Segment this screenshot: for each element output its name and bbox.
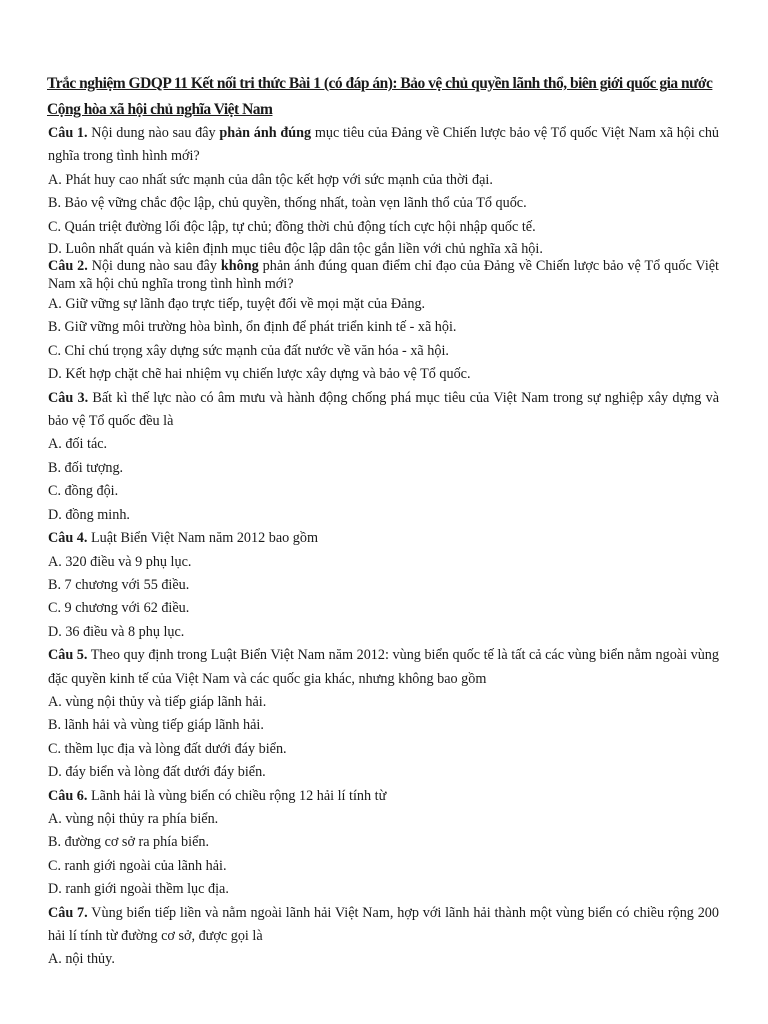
question-text xyxy=(48,122,719,169)
answer-option-b: B. Bảo vệ vững chắc độc lập, chủ quyền, thống nhất, toàn vẹn lãnh thổ của Tổ quốc. xyxy=(48,195,527,212)
question-text xyxy=(48,644,719,691)
question-text xyxy=(48,902,719,949)
question-3 xyxy=(48,387,719,527)
question-label: Câu 4. xyxy=(48,530,88,547)
answer-option-d: D. đồng minh. xyxy=(48,506,130,523)
answer-option-c: C. ranh giới ngoài của lãnh hải. xyxy=(48,857,227,874)
question-label: Câu 1. xyxy=(48,125,88,141)
question-text-part: Bất kì thế lực nào có âm mưu và hành động chống phá mục tiêu của Việt Nam trong sự nghiệp xây dựng và bảo vệ Tổ quốc đều là xyxy=(48,389,719,430)
question-label: Câu 7. xyxy=(48,904,88,921)
answer-option-a: A. Giữ vững sự lãnh đạo trực tiếp, tuyệt đối về mọi mặt của Đảng. xyxy=(48,296,426,313)
answer-option-b: B. 7 chương với 55 điều. xyxy=(48,576,190,593)
question-text-part: Theo quy định trong Luật Biển Việt Nam năm 2012: vùng biển quốc tế là tất cả các vùng biển nằm ngoài vùng đặc quyền kinh tế của Việt Nam và các quốc gia khác, nhưng không bao gồm xyxy=(48,647,719,687)
answer-option-c: C. thềm lục địa và lòng đất dưới đáy biển. xyxy=(48,740,287,757)
question-6 xyxy=(48,785,719,902)
answer-option-a: A. vùng nội thủy và tiếp giáp lãnh hải. xyxy=(48,693,267,710)
answer-option-a: A. vùng nội thủy ra phía biển. xyxy=(48,810,219,827)
question-label: Câu 3. xyxy=(48,389,89,406)
question-text xyxy=(48,257,719,293)
answer-option-d: D. Kết hợp chặt chẽ hai nhiệm vụ chiến lược xây dựng và bảo vệ Tổ quốc. xyxy=(48,366,471,383)
question-text-part: Nội dung nào sau đây xyxy=(87,125,220,141)
question-text-part: Lãnh hải là vùng biển có chiều rộng 12 hải lí tính từ xyxy=(87,787,387,804)
question-7 xyxy=(48,902,719,972)
question-text xyxy=(48,785,719,808)
question-emphasis: không xyxy=(220,258,259,275)
question-text-part: Nội dung nào sau đây xyxy=(87,258,221,275)
answer-option-d: D. 36 điều và 8 phụ lục. xyxy=(48,623,185,640)
answer-option-c: C. Chỉ chú trọng xây dựng sức mạnh của đất nước về văn hóa - xã hội. xyxy=(48,342,449,359)
question-text-part: Luật Biển Việt Nam năm 2012 bao gồm xyxy=(87,530,318,547)
answer-option-a: A. nội thủy. xyxy=(48,951,115,968)
question-5 xyxy=(48,644,719,784)
question-text xyxy=(48,387,719,434)
answer-option-d: D. Luôn nhất quán và kiên định mục tiêu độc lập dân tộc gắn liền với chủ nghĩa xã hội. xyxy=(48,241,543,258)
answer-option-b: B. Giữ vững môi trường hòa bình, ổn định để phát triển kinh tế - xã hội. xyxy=(48,319,457,336)
question-text-part: mục tiêu của Đảng về Chiến lược bảo vệ Tổ quốc Việt Nam xã hội chủ nghĩa trong tình hình mới? xyxy=(48,125,720,165)
question-1 xyxy=(48,122,719,259)
answer-option-d: D. đáy biển và lòng đất dưới đáy biển. xyxy=(48,764,266,781)
answer-option-c: C. 9 chương với 62 điều. xyxy=(48,600,190,617)
answer-option-a: A. đối tác. xyxy=(48,436,108,453)
question-label: Câu 2. xyxy=(48,258,88,275)
answer-option-c: C. Quán triệt đường lối độc lập, tự chủ; đồng thời chủ động tích cực hội nhập quốc tế. xyxy=(48,218,536,235)
answer-option-a: A. Phát huy cao nhất sức mạnh của dân tộc kết hợp với sức mạnh của thời đại. xyxy=(48,171,493,188)
question-text-part: Vùng biển tiếp liền và nằm ngoài lãnh hải Việt Nam, hợp với lãnh hải thành một vùng biển có chiều rộng 200 hải lí tính từ đường cơ sở, được gọi là xyxy=(48,904,719,944)
question-label: Câu 6. xyxy=(48,787,88,804)
question-2 xyxy=(48,257,719,387)
answer-option-b: B. đường cơ sở ra phía biển. xyxy=(48,834,210,851)
answer-option-d: D. ranh giới ngoài thềm lục địa. xyxy=(48,881,229,898)
answer-option-c: C. đồng đội. xyxy=(48,483,119,500)
answer-option-b: B. lãnh hải và vùng tiếp giáp lãnh hải. xyxy=(48,717,264,734)
question-list xyxy=(48,122,719,972)
question-text-part: phản ánh đúng quan điểm chỉ đạo của Đảng về Chiến lược bảo vệ Tổ quốc Việt Nam xã hội chủ nghĩa trong tình hình mới? xyxy=(48,258,720,293)
question-emphasis: phản ánh đúng xyxy=(219,125,312,141)
document-title: Trắc nghiệm GDQP 11 Kết nối tri thức Bài 1 (có đáp án): Bảo vệ chủ quyền lãnh thổ, biên giới quốc gia nước Cộng hòa xã hội chủ nghĩa Việt Nam xyxy=(47,75,713,118)
question-text xyxy=(48,527,719,550)
question-label: Câu 5. xyxy=(48,647,88,664)
answer-option-a: A. 320 điều và 9 phụ lục. xyxy=(48,553,192,570)
question-4 xyxy=(48,527,719,644)
answer-option-b: B. đối tượng. xyxy=(48,459,124,476)
